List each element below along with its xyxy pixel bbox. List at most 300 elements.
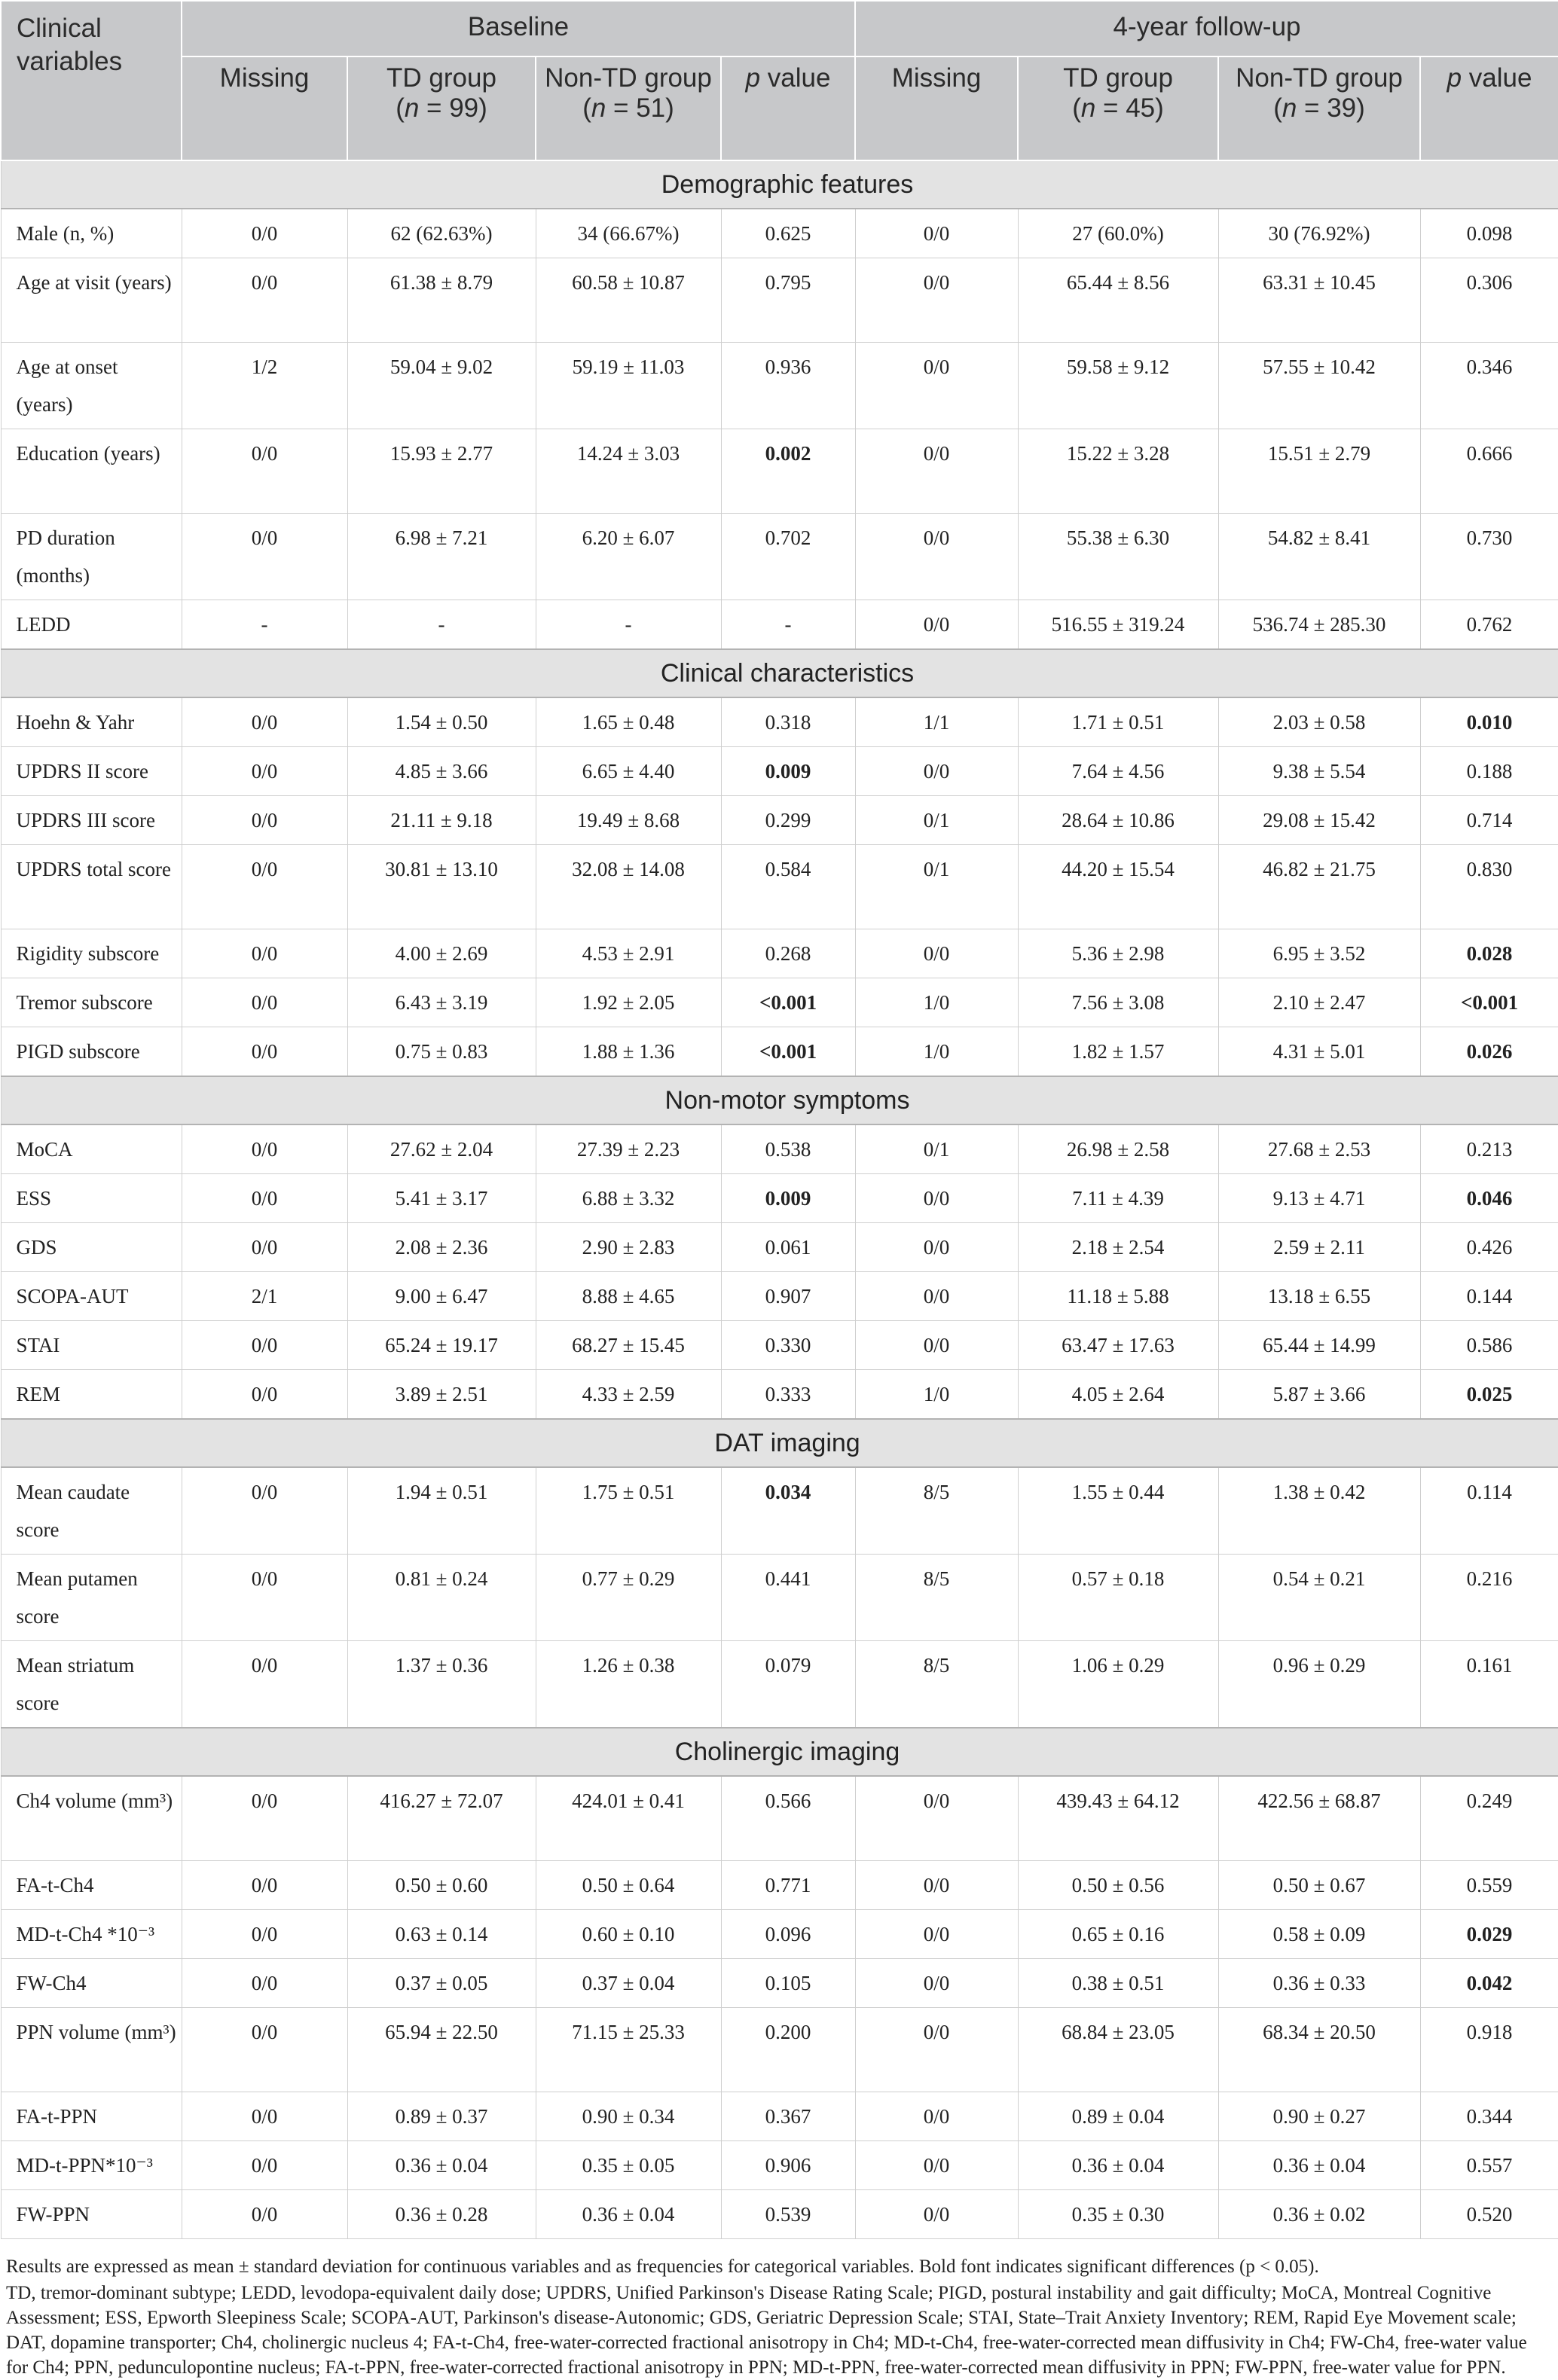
td-followup-cell: 0.36 ± 0.04 — [1018, 2141, 1218, 2190]
footnote-results: Results are expressed as mean ± standard deviation for continuous variables and as frequencies for categorical variables. Bold font indicates significant differences (p < 0.05). — [6, 2256, 1319, 2277]
td-baseline-cell: 0.75 ± 0.83 — [347, 1027, 536, 1077]
missing-baseline-cell: 0/0 — [182, 429, 347, 514]
table-footnotes — [0, 2239, 1556, 2380]
td-baseline-cell: 2.08 ± 2.36 — [347, 1223, 536, 1272]
variable-name-cell: Mean striatum score — [1, 1641, 182, 1729]
p-baseline-cell: 0.441 — [721, 1555, 855, 1641]
td-followup-cell: 0.57 ± 0.18 — [1018, 1555, 1218, 1641]
variable-name-cell: REM — [1, 1370, 182, 1420]
p-followup-cell: 0.029 — [1420, 1910, 1558, 1959]
table-row — [1, 1272, 1558, 1321]
table-body — [1, 160, 1558, 2239]
table-row — [1, 2092, 1558, 2141]
header-p-baseline: p value — [721, 56, 855, 160]
missing-followup-cell: 0/1 — [855, 1124, 1018, 1174]
nontd-baseline-cell: 0.50 ± 0.64 — [536, 1861, 721, 1910]
p-baseline-cell: 0.367 — [721, 2092, 855, 2141]
nontd-followup-cell: 422.56 ± 68.87 — [1218, 1776, 1420, 1861]
p-baseline-cell: 0.009 — [721, 747, 855, 796]
td-followup-cell: 59.58 ± 9.12 — [1018, 343, 1218, 429]
td-baseline-cell: 0.36 ± 0.04 — [347, 2141, 536, 2190]
missing-followup-cell: 0/1 — [855, 796, 1018, 845]
nontd-followup-cell: 6.95 ± 3.52 — [1218, 929, 1420, 978]
missing-baseline-cell: 0/0 — [182, 978, 347, 1027]
td-followup-cell: 26.98 ± 2.58 — [1018, 1124, 1218, 1174]
p-followup-cell: 0.188 — [1420, 747, 1558, 796]
td-followup-cell: 65.44 ± 8.56 — [1018, 258, 1218, 343]
section-header-row — [1, 1076, 1558, 1124]
table-row — [1, 2141, 1558, 2190]
missing-baseline-cell: 0/0 — [182, 2190, 347, 2239]
p-followup-cell: 0.344 — [1420, 2092, 1558, 2141]
p-followup-cell: 0.213 — [1420, 1124, 1558, 1174]
variable-name-cell: FA-t-PPN — [1, 2092, 182, 2141]
missing-baseline-cell: 1/2 — [182, 343, 347, 429]
section-title: Clinical characteristics — [1, 649, 1558, 697]
td-baseline-cell: 416.27 ± 72.07 — [347, 1776, 536, 1861]
td-baseline-cell: 27.62 ± 2.04 — [347, 1124, 536, 1174]
nontd-followup-cell: 27.68 ± 2.53 — [1218, 1124, 1420, 1174]
nontd-baseline-cell: 6.88 ± 3.32 — [536, 1174, 721, 1223]
nontd-followup-cell: 65.44 ± 14.99 — [1218, 1321, 1420, 1370]
table-row — [1, 514, 1558, 600]
p-baseline-cell: <0.001 — [721, 1027, 855, 1077]
variable-name-cell: STAI — [1, 1321, 182, 1370]
section-header-row — [1, 160, 1558, 209]
variable-name-cell: UPDRS total score — [1, 845, 182, 929]
table-row — [1, 1776, 1558, 1861]
variable-name-cell: MoCA — [1, 1124, 182, 1174]
p-followup-cell: <0.001 — [1420, 978, 1558, 1027]
p-followup-cell: 0.559 — [1420, 1861, 1558, 1910]
p-baseline-cell: 0.538 — [721, 1124, 855, 1174]
td-baseline-cell: 4.00 ± 2.69 — [347, 929, 536, 978]
nontd-followup-cell: 0.36 ± 0.02 — [1218, 2190, 1420, 2239]
missing-followup-cell: 0/0 — [855, 929, 1018, 978]
p-followup-cell: 0.144 — [1420, 1272, 1558, 1321]
missing-followup-cell: 0/0 — [855, 429, 1018, 514]
table-row — [1, 258, 1558, 343]
variable-name-cell: PPN volume (mm³) — [1, 2008, 182, 2092]
header-td-baseline: TD group (n = 99) — [347, 56, 536, 160]
nontd-baseline-cell: 34 (66.67%) — [536, 209, 721, 258]
missing-baseline-cell: 0/0 — [182, 258, 347, 343]
missing-baseline-cell: 0/0 — [182, 514, 347, 600]
missing-baseline-cell: 0/0 — [182, 1174, 347, 1223]
nontd-followup-cell: 2.03 ± 0.58 — [1218, 697, 1420, 747]
nontd-followup-cell: 57.55 ± 10.42 — [1218, 343, 1420, 429]
nontd-followup-cell: 15.51 ± 2.79 — [1218, 429, 1420, 514]
section-title: Non-motor symptoms — [1, 1076, 1558, 1124]
missing-baseline-cell: 0/0 — [182, 1321, 347, 1370]
section-header-row — [1, 649, 1558, 697]
nontd-followup-cell: 0.90 ± 0.27 — [1218, 2092, 1420, 2141]
missing-followup-cell: 0/1 — [855, 845, 1018, 929]
variable-name-cell: Education (years) — [1, 429, 182, 514]
td-baseline-cell: 1.54 ± 0.50 — [347, 697, 536, 747]
nontd-baseline-cell: 6.20 ± 6.07 — [536, 514, 721, 600]
variable-name-cell: Age at visit (years) — [1, 258, 182, 343]
missing-followup-cell: 0/0 — [855, 258, 1018, 343]
nontd-baseline-cell: - — [536, 600, 721, 650]
td-followup-cell: 55.38 ± 6.30 — [1018, 514, 1218, 600]
td-followup-cell: 28.64 ± 10.86 — [1018, 796, 1218, 845]
td-baseline-cell: 65.94 ± 22.50 — [347, 2008, 536, 2092]
nontd-followup-cell: 5.87 ± 3.66 — [1218, 1370, 1420, 1420]
missing-baseline-cell: 0/0 — [182, 2092, 347, 2141]
td-followup-cell: 11.18 ± 5.88 — [1018, 1272, 1218, 1321]
header-clinical-variables: Clinical variables — [1, 1, 182, 160]
p-followup-cell: 0.666 — [1420, 429, 1558, 514]
nontd-baseline-cell: 0.60 ± 0.10 — [536, 1910, 721, 1959]
nontd-baseline-cell: 27.39 ± 2.23 — [536, 1124, 721, 1174]
p-baseline-cell: 0.771 — [721, 1861, 855, 1910]
p-baseline-cell: 0.702 — [721, 514, 855, 600]
td-baseline-cell: 1.94 ± 0.51 — [347, 1467, 536, 1555]
variable-name-cell: Tremor subscore — [1, 978, 182, 1027]
td-followup-cell: 7.64 ± 4.56 — [1018, 747, 1218, 796]
variable-name-cell: FW-PPN — [1, 2190, 182, 2239]
td-baseline-cell: 6.98 ± 7.21 — [347, 514, 536, 600]
nontd-baseline-cell: 1.75 ± 0.51 — [536, 1467, 721, 1555]
missing-baseline-cell: 0/0 — [182, 1467, 347, 1555]
p-followup-cell: 0.586 — [1420, 1321, 1558, 1370]
table-row — [1, 1174, 1558, 1223]
nontd-baseline-cell: 0.35 ± 0.05 — [536, 2141, 721, 2190]
missing-baseline-cell: 0/0 — [182, 929, 347, 978]
p-baseline-cell: 0.200 — [721, 2008, 855, 2092]
nontd-baseline-cell: 1.65 ± 0.48 — [536, 697, 721, 747]
td-baseline-cell: 6.43 ± 3.19 — [347, 978, 536, 1027]
p-baseline-cell: 0.268 — [721, 929, 855, 978]
td-baseline-cell: - — [347, 600, 536, 650]
variable-name-cell: Age at onset (years) — [1, 343, 182, 429]
nontd-followup-cell: 0.54 ± 0.21 — [1218, 1555, 1420, 1641]
p-followup-cell: 0.520 — [1420, 2190, 1558, 2239]
table-row — [1, 1959, 1558, 2008]
td-baseline-cell: 4.85 ± 3.66 — [347, 747, 536, 796]
nontd-baseline-cell: 14.24 ± 3.03 — [536, 429, 721, 514]
td-followup-cell: 0.35 ± 0.30 — [1018, 2190, 1218, 2239]
missing-baseline-cell: 0/0 — [182, 1959, 347, 2008]
td-baseline-cell: 9.00 ± 6.47 — [347, 1272, 536, 1321]
p-followup-cell: 0.830 — [1420, 845, 1558, 929]
section-title: Cholinergic imaging — [1, 1728, 1558, 1776]
nontd-baseline-cell: 1.92 ± 2.05 — [536, 978, 721, 1027]
p-followup-cell: 0.346 — [1420, 343, 1558, 429]
missing-baseline-cell: 2/1 — [182, 1272, 347, 1321]
table-row — [1, 1370, 1558, 1420]
missing-followup-cell: 0/0 — [855, 747, 1018, 796]
missing-followup-cell: 0/0 — [855, 1174, 1018, 1223]
td-followup-cell: 516.55 ± 319.24 — [1018, 600, 1218, 650]
p-followup-cell: 0.762 — [1420, 600, 1558, 650]
variable-name-cell: GDS — [1, 1223, 182, 1272]
p-baseline-cell: 0.795 — [721, 258, 855, 343]
p-followup-cell: 0.249 — [1420, 1776, 1558, 1861]
nontd-baseline-cell: 0.36 ± 0.04 — [536, 2190, 721, 2239]
missing-baseline-cell: 0/0 — [182, 1223, 347, 1272]
p-followup-cell: 0.216 — [1420, 1555, 1558, 1641]
p-baseline-cell: 0.330 — [721, 1321, 855, 1370]
td-followup-cell: 1.06 ± 0.29 — [1018, 1641, 1218, 1729]
p-followup-cell: 0.714 — [1420, 796, 1558, 845]
missing-baseline-cell: 0/0 — [182, 1370, 347, 1420]
nontd-baseline-cell: 19.49 ± 8.68 — [536, 796, 721, 845]
nontd-baseline-cell: 32.08 ± 14.08 — [536, 845, 721, 929]
p-followup-cell: 0.426 — [1420, 1223, 1558, 1272]
nontd-followup-cell: 536.74 ± 285.30 — [1218, 600, 1420, 650]
table-row — [1, 1910, 1558, 1959]
nontd-baseline-cell: 59.19 ± 11.03 — [536, 343, 721, 429]
p-followup-cell: 0.010 — [1420, 697, 1558, 747]
nontd-baseline-cell: 1.26 ± 0.38 — [536, 1641, 721, 1729]
header-td-followup: TD group (n = 45) — [1018, 56, 1218, 160]
table-row — [1, 796, 1558, 845]
table-row — [1, 1861, 1558, 1910]
p-followup-cell: 0.042 — [1420, 1959, 1558, 2008]
variable-name-cell: Hoehn & Yahr — [1, 697, 182, 747]
p-baseline-cell: 0.105 — [721, 1959, 855, 2008]
td-baseline-cell: 65.24 ± 19.17 — [347, 1321, 536, 1370]
table-row — [1, 1027, 1558, 1077]
nontd-followup-cell: 68.34 ± 20.50 — [1218, 2008, 1420, 2092]
p-baseline-cell: 0.061 — [721, 1223, 855, 1272]
p-baseline-cell: 0.299 — [721, 796, 855, 845]
td-followup-cell: 15.22 ± 3.28 — [1018, 429, 1218, 514]
table-row — [1, 2008, 1558, 2092]
table-row — [1, 1467, 1558, 1555]
missing-baseline-cell: 0/0 — [182, 1776, 347, 1861]
variable-name-cell: LEDD — [1, 600, 182, 650]
missing-baseline-cell: 0/0 — [182, 747, 347, 796]
missing-baseline-cell: - — [182, 600, 347, 650]
p-baseline-cell: 0.539 — [721, 2190, 855, 2239]
p-followup-cell: 0.026 — [1420, 1027, 1558, 1077]
table-row — [1, 1321, 1558, 1370]
section-header-row — [1, 1728, 1558, 1776]
missing-followup-cell: 0/0 — [855, 1861, 1018, 1910]
p-baseline-cell: 0.936 — [721, 343, 855, 429]
nontd-baseline-cell: 2.90 ± 2.83 — [536, 1223, 721, 1272]
nontd-baseline-cell: 8.88 ± 4.65 — [536, 1272, 721, 1321]
nontd-followup-cell: 9.13 ± 4.71 — [1218, 1174, 1420, 1223]
p-followup-cell: 0.046 — [1420, 1174, 1558, 1223]
td-followup-cell: 5.36 ± 2.98 — [1018, 929, 1218, 978]
missing-baseline-cell: 0/0 — [182, 796, 347, 845]
variable-name-cell: Mean caudate score — [1, 1467, 182, 1555]
p-baseline-cell: 0.333 — [721, 1370, 855, 1420]
missing-followup-cell: 0/0 — [855, 343, 1018, 429]
nontd-baseline-cell: 4.53 ± 2.91 — [536, 929, 721, 978]
p-followup-cell: 0.730 — [1420, 514, 1558, 600]
footnote-abbreviations: TD, tremor-dominant subtype; LEDD, levodopa-equivalent daily dose; UPDRS, Unified Parkinson's Disease Rating Scale; PIGD, postural instability and gait difficulty; MoCA, Montreal Cognitive Assessment; ESS, Epworth Sleepiness Scale; SCOPA-AUT, Parkinson's disease-Autonomic; GDS, Geriatric Depression Scale; STAI, State–Trait Anxiety Inventory; REM, Rapid Eye Movement scale; DAT, dopamine transporter; Ch4, cholinergic nucleus 4; FA-t-Ch4, free-water-corrected fractional anisotropy in Ch4; MD-t-Ch4, free-water-corrected mean diffusivity in Ch4; FW-Ch4, free-water value for Ch4; PPN, pedunculopontine nucleus; FA-t-PPN, free-water-corrected fractional anisotropy in PPN; MD-t-PPN, free-water-corrected mean diffusivity in PPN; FW-PPN, free-water value for PPN. — [6, 2283, 1527, 2378]
td-baseline-cell: 0.89 ± 0.37 — [347, 2092, 536, 2141]
table-row — [1, 600, 1558, 650]
variable-name-cell: MD-t-Ch4 *10⁻³ — [1, 1910, 182, 1959]
td-baseline-cell: 5.41 ± 3.17 — [347, 1174, 536, 1223]
nontd-followup-cell: 4.31 ± 5.01 — [1218, 1027, 1420, 1077]
td-baseline-cell: 3.89 ± 2.51 — [347, 1370, 536, 1420]
nontd-baseline-cell: 1.88 ± 1.36 — [536, 1027, 721, 1077]
table-row — [1, 1641, 1558, 1729]
missing-followup-cell: 1/0 — [855, 1370, 1018, 1420]
nontd-followup-cell: 30 (76.92%) — [1218, 209, 1420, 258]
nontd-baseline-cell: 71.15 ± 25.33 — [536, 2008, 721, 2092]
section-title: DAT imaging — [1, 1419, 1558, 1467]
table-row — [1, 929, 1558, 978]
nontd-followup-cell: 0.36 ± 0.04 — [1218, 2141, 1420, 2190]
header-followup: 4-year follow-up — [855, 1, 1558, 56]
p-followup-cell: 0.025 — [1420, 1370, 1558, 1420]
missing-baseline-cell: 0/0 — [182, 1641, 347, 1729]
td-baseline-cell: 0.50 ± 0.60 — [347, 1861, 536, 1910]
p-baseline-cell: 0.009 — [721, 1174, 855, 1223]
td-baseline-cell: 30.81 ± 13.10 — [347, 845, 536, 929]
nontd-followup-cell: 13.18 ± 6.55 — [1218, 1272, 1420, 1321]
nontd-baseline-cell: 0.37 ± 0.04 — [536, 1959, 721, 2008]
missing-followup-cell: 0/0 — [855, 600, 1018, 650]
td-followup-cell: 63.47 ± 17.63 — [1018, 1321, 1218, 1370]
td-baseline-cell: 59.04 ± 9.02 — [347, 343, 536, 429]
missing-baseline-cell: 0/0 — [182, 2008, 347, 2092]
variable-name-cell: MD-t-PPN*10⁻³ — [1, 2141, 182, 2190]
nontd-baseline-cell: 424.01 ± 0.41 — [536, 1776, 721, 1861]
p-followup-cell: 0.918 — [1420, 2008, 1558, 2092]
table-header — [1, 1, 1558, 160]
p-baseline-cell: 0.079 — [721, 1641, 855, 1729]
p-baseline-cell: 0.906 — [721, 2141, 855, 2190]
td-baseline-cell: 15.93 ± 2.77 — [347, 429, 536, 514]
nontd-followup-cell: 2.59 ± 2.11 — [1218, 1223, 1420, 1272]
td-followup-cell: 68.84 ± 23.05 — [1018, 2008, 1218, 2092]
variable-name-cell: PD duration (months) — [1, 514, 182, 600]
nontd-followup-cell: 1.38 ± 0.42 — [1218, 1467, 1420, 1555]
variable-name-cell: PIGD subscore — [1, 1027, 182, 1077]
section-title: Demographic features — [1, 160, 1558, 209]
nontd-baseline-cell: 68.27 ± 15.45 — [536, 1321, 721, 1370]
nontd-baseline-cell: 60.58 ± 10.87 — [536, 258, 721, 343]
p-followup-cell: 0.028 — [1420, 929, 1558, 978]
header-baseline: Baseline — [182, 1, 855, 56]
table-row — [1, 343, 1558, 429]
td-followup-cell: 0.65 ± 0.16 — [1018, 1910, 1218, 1959]
nontd-followup-cell: 0.36 ± 0.33 — [1218, 1959, 1420, 2008]
missing-followup-cell: 0/0 — [855, 1910, 1018, 1959]
td-followup-cell: 2.18 ± 2.54 — [1018, 1223, 1218, 1272]
td-followup-cell: 439.43 ± 64.12 — [1018, 1776, 1218, 1861]
p-followup-cell: 0.114 — [1420, 1467, 1558, 1555]
nontd-baseline-cell: 0.90 ± 0.34 — [536, 2092, 721, 2141]
td-baseline-cell: 1.37 ± 0.36 — [347, 1641, 536, 1729]
nontd-baseline-cell: 6.65 ± 4.40 — [536, 747, 721, 796]
header-missing-baseline: Missing — [182, 56, 347, 160]
td-followup-cell: 4.05 ± 2.64 — [1018, 1370, 1218, 1420]
variable-name-cell: Male (n, %) — [1, 209, 182, 258]
td-followup-cell: 7.11 ± 4.39 — [1018, 1174, 1218, 1223]
td-followup-cell: 0.50 ± 0.56 — [1018, 1861, 1218, 1910]
p-baseline-cell: 0.034 — [721, 1467, 855, 1555]
p-followup-cell: 0.161 — [1420, 1641, 1558, 1729]
missing-baseline-cell: 0/0 — [182, 697, 347, 747]
p-baseline-cell: <0.001 — [721, 978, 855, 1027]
nontd-followup-cell: 29.08 ± 15.42 — [1218, 796, 1420, 845]
nontd-baseline-cell: 0.77 ± 0.29 — [536, 1555, 721, 1641]
variable-name-cell: FW-Ch4 — [1, 1959, 182, 2008]
nontd-followup-cell: 46.82 ± 21.75 — [1218, 845, 1420, 929]
p-baseline-cell: 0.584 — [721, 845, 855, 929]
missing-followup-cell: 0/0 — [855, 1776, 1018, 1861]
missing-baseline-cell: 0/0 — [182, 1027, 347, 1077]
missing-baseline-cell: 0/0 — [182, 845, 347, 929]
table-row — [1, 978, 1558, 1027]
td-followup-cell: 7.56 ± 3.08 — [1018, 978, 1218, 1027]
table-row — [1, 2190, 1558, 2239]
table-row — [1, 429, 1558, 514]
nontd-followup-cell: 0.96 ± 0.29 — [1218, 1641, 1420, 1729]
td-baseline-cell: 61.38 ± 8.79 — [347, 258, 536, 343]
missing-baseline-cell: 0/0 — [182, 1861, 347, 1910]
p-baseline-cell: 0.566 — [721, 1776, 855, 1861]
td-followup-cell: 44.20 ± 15.54 — [1018, 845, 1218, 929]
header-p-followup: p value — [1420, 56, 1558, 160]
td-baseline-cell: 0.36 ± 0.28 — [347, 2190, 536, 2239]
missing-followup-cell: 8/5 — [855, 1555, 1018, 1641]
td-baseline-cell: 0.63 ± 0.14 — [347, 1910, 536, 1959]
variable-name-cell: SCOPA-AUT — [1, 1272, 182, 1321]
td-followup-cell: 27 (60.0%) — [1018, 209, 1218, 258]
missing-followup-cell: 1/1 — [855, 697, 1018, 747]
nontd-followup-cell: 0.50 ± 0.67 — [1218, 1861, 1420, 1910]
nontd-followup-cell: 54.82 ± 8.41 — [1218, 514, 1420, 600]
p-followup-cell: 0.306 — [1420, 258, 1558, 343]
missing-baseline-cell: 0/0 — [182, 2141, 347, 2190]
missing-followup-cell: 8/5 — [855, 1467, 1018, 1555]
missing-baseline-cell: 0/0 — [182, 209, 347, 258]
td-baseline-cell: 0.81 ± 0.24 — [347, 1555, 536, 1641]
missing-baseline-cell: 0/0 — [182, 1555, 347, 1641]
p-baseline-cell: - — [721, 600, 855, 650]
td-followup-cell: 0.89 ± 0.04 — [1018, 2092, 1218, 2141]
missing-followup-cell: 1/0 — [855, 1027, 1018, 1077]
missing-followup-cell: 0/0 — [855, 209, 1018, 258]
table-row — [1, 1555, 1558, 1641]
nontd-followup-cell: 0.58 ± 0.09 — [1218, 1910, 1420, 1959]
table-row — [1, 697, 1558, 747]
nontd-followup-cell: 63.31 ± 10.45 — [1218, 258, 1420, 343]
p-followup-cell: 0.098 — [1420, 209, 1558, 258]
p-followup-cell: 0.557 — [1420, 2141, 1558, 2190]
missing-followup-cell: 0/0 — [855, 1272, 1018, 1321]
missing-followup-cell: 0/0 — [855, 1959, 1018, 2008]
table-row — [1, 1124, 1558, 1174]
td-baseline-cell: 21.11 ± 9.18 — [347, 796, 536, 845]
table-row — [1, 747, 1558, 796]
missing-followup-cell: 8/5 — [855, 1641, 1018, 1729]
td-baseline-cell: 0.37 ± 0.05 — [347, 1959, 536, 2008]
variable-name-cell: Ch4 volume (mm³) — [1, 1776, 182, 1861]
p-baseline-cell: 0.002 — [721, 429, 855, 514]
missing-followup-cell: 0/0 — [855, 2008, 1018, 2092]
header-nontd-followup: Non-TD group (n = 39) — [1218, 56, 1420, 160]
missing-followup-cell: 0/0 — [855, 2190, 1018, 2239]
missing-followup-cell: 0/0 — [855, 1321, 1018, 1370]
table-row — [1, 845, 1558, 929]
variable-name-cell: FA-t-Ch4 — [1, 1861, 182, 1910]
missing-followup-cell: 1/0 — [855, 978, 1018, 1027]
missing-followup-cell: 0/0 — [855, 2141, 1018, 2190]
header-missing-followup: Missing — [855, 56, 1018, 160]
